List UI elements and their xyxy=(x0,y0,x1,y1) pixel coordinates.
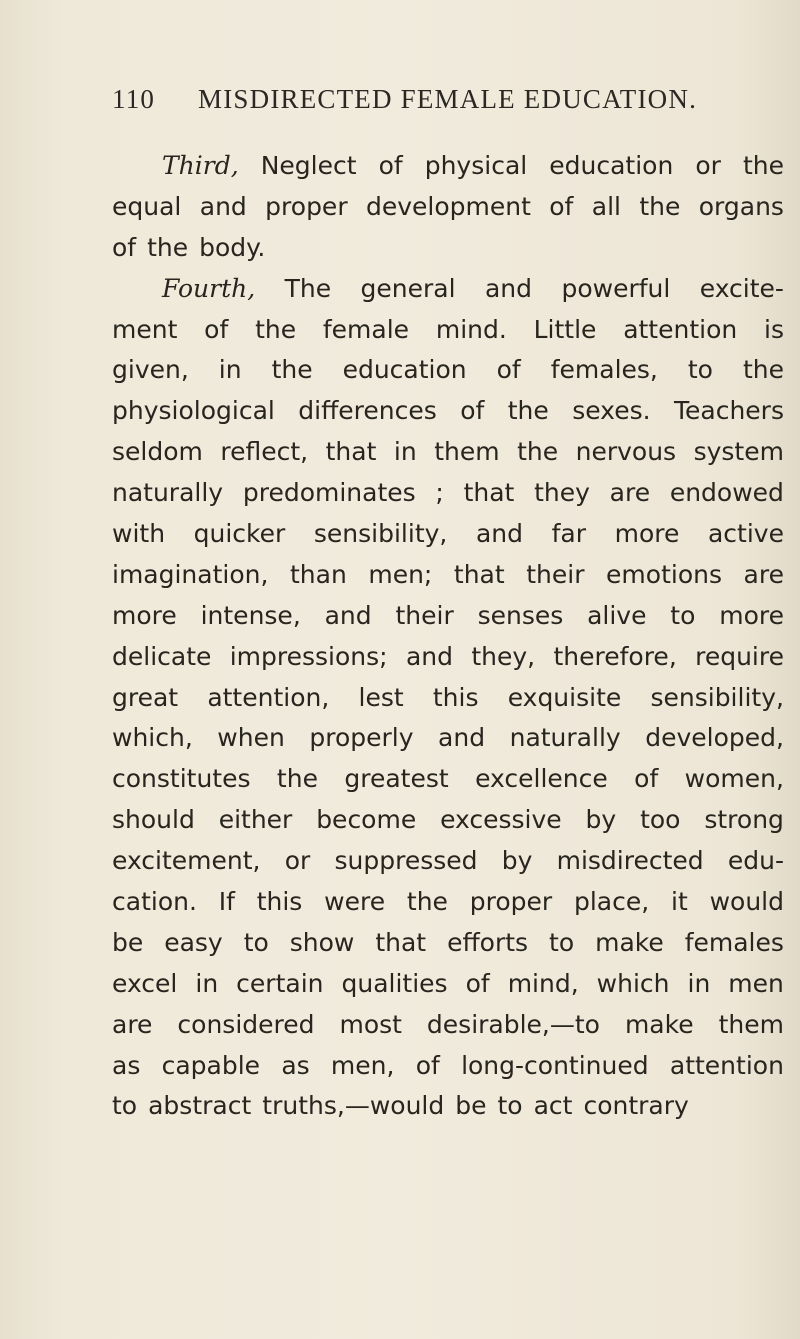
word: this xyxy=(256,887,303,917)
word: that xyxy=(463,478,515,508)
word: most xyxy=(339,1009,402,1039)
word: easy xyxy=(164,927,223,957)
word: and xyxy=(438,723,486,753)
word: require xyxy=(695,641,784,671)
word: of xyxy=(112,232,137,262)
word: or xyxy=(695,151,721,180)
word: the xyxy=(742,151,784,180)
word: naturally xyxy=(509,723,621,753)
word: developed, xyxy=(645,723,784,753)
word: of xyxy=(415,1050,440,1080)
word: which xyxy=(596,968,670,998)
word: the xyxy=(507,396,549,426)
word: senses xyxy=(477,600,564,630)
word: when xyxy=(217,723,285,753)
word: their xyxy=(526,559,585,589)
word: greatest xyxy=(344,764,449,794)
word: are xyxy=(112,1009,153,1039)
word: sensibility, xyxy=(650,682,784,712)
word: organs xyxy=(698,191,784,221)
text-line xyxy=(112,964,784,1005)
word: attention xyxy=(623,314,738,344)
word: If xyxy=(218,887,235,917)
word: quicker xyxy=(193,519,286,549)
word: exquisite xyxy=(507,682,622,712)
text-line xyxy=(112,146,784,187)
word: edu- xyxy=(727,846,784,876)
word: Teachers xyxy=(673,396,784,426)
word: females, xyxy=(550,355,658,385)
word: either xyxy=(218,805,293,835)
word: system xyxy=(693,437,784,467)
text-line xyxy=(112,269,784,310)
word: they xyxy=(534,478,590,508)
word: as xyxy=(112,1050,141,1080)
word: make xyxy=(624,1009,694,1039)
word: act xyxy=(533,1091,573,1121)
word: Neglect xyxy=(260,151,357,180)
word: misdirected xyxy=(556,846,704,876)
word: to xyxy=(670,600,696,630)
word: become xyxy=(316,805,417,835)
word: them xyxy=(434,437,500,467)
word: given, xyxy=(112,355,189,385)
word: powerful xyxy=(561,273,671,303)
word: the xyxy=(276,764,318,794)
paragraph-lead: Fourth, xyxy=(162,273,256,303)
word: to xyxy=(497,1091,523,1121)
word: men xyxy=(728,968,784,998)
word: naturally xyxy=(112,478,224,508)
text-line xyxy=(112,1086,784,1127)
text-line xyxy=(112,637,784,678)
word: proper xyxy=(265,191,348,221)
page-number: 110 xyxy=(112,84,156,114)
text-line xyxy=(112,718,784,759)
word: men; xyxy=(368,559,433,589)
paragraph-lead: Third, xyxy=(162,151,239,180)
word: great xyxy=(112,682,179,712)
word: emotions xyxy=(606,559,722,589)
word: by xyxy=(501,846,533,876)
text-line xyxy=(112,923,784,964)
word: of xyxy=(496,355,521,385)
word: long-continued xyxy=(461,1050,649,1080)
word: alive xyxy=(587,600,647,630)
text-line xyxy=(112,187,784,228)
word: lest xyxy=(358,682,404,712)
text-line xyxy=(112,432,784,473)
word: active xyxy=(707,519,784,549)
word: is xyxy=(764,314,784,344)
word: the xyxy=(742,355,784,385)
word: would xyxy=(709,887,784,917)
word: differences xyxy=(298,396,437,426)
word: nervous xyxy=(575,437,677,467)
word: impressions; xyxy=(229,641,388,671)
word: suppressed xyxy=(334,846,478,876)
word: or xyxy=(284,846,311,876)
text-line xyxy=(112,310,784,351)
word: their xyxy=(395,600,454,630)
word: more xyxy=(719,600,784,630)
word: men, xyxy=(330,1050,395,1080)
word: predominates xyxy=(242,478,416,508)
word: it xyxy=(671,887,688,917)
word: abstract xyxy=(148,1091,252,1121)
word: and xyxy=(199,191,247,221)
word: considered xyxy=(177,1009,315,1039)
word: to xyxy=(687,355,713,385)
word: female xyxy=(322,314,410,344)
word: proper xyxy=(469,887,553,917)
word: that xyxy=(375,927,427,957)
word: be xyxy=(112,927,144,957)
word: capable xyxy=(161,1050,261,1080)
word: sensibility, xyxy=(313,519,448,549)
word: constitutes xyxy=(112,764,251,794)
word: Little xyxy=(533,314,597,344)
word: the xyxy=(517,437,559,467)
word: the xyxy=(406,887,448,917)
word: of xyxy=(460,396,485,426)
word: of xyxy=(465,968,490,998)
word: make xyxy=(595,927,664,957)
word: in xyxy=(218,355,242,385)
word: development xyxy=(365,191,531,221)
word: be xyxy=(455,1091,487,1121)
word: in xyxy=(687,968,711,998)
word: education xyxy=(342,355,467,385)
word: this xyxy=(432,682,479,712)
word: in xyxy=(393,437,417,467)
word: mind. xyxy=(435,314,507,344)
word: seldom xyxy=(112,437,203,467)
word: excel xyxy=(112,968,178,998)
text-line xyxy=(112,228,784,269)
word: females xyxy=(684,927,784,957)
word: excessive xyxy=(440,805,562,835)
word: the xyxy=(271,355,313,385)
word: show xyxy=(289,927,355,957)
word: more xyxy=(614,519,680,549)
word: of xyxy=(378,151,403,180)
word: mind, xyxy=(507,968,579,998)
word: should xyxy=(112,805,195,835)
word: the xyxy=(639,191,681,221)
text-line xyxy=(112,678,784,719)
text-line xyxy=(112,596,784,637)
word: that xyxy=(325,437,377,467)
text-line xyxy=(112,800,784,841)
running-header xyxy=(112,84,732,115)
word: truths,—would xyxy=(262,1091,445,1121)
word: are xyxy=(743,559,784,589)
word: of xyxy=(549,191,574,221)
word: women, xyxy=(684,764,784,794)
word: equal xyxy=(112,191,182,221)
word: were xyxy=(324,887,386,917)
word: attention, xyxy=(207,682,330,712)
text-line xyxy=(112,350,784,391)
word: qualities xyxy=(341,968,448,998)
word: far xyxy=(551,519,587,549)
word: more xyxy=(112,600,177,630)
body-text xyxy=(112,146,784,1127)
word: and xyxy=(484,273,533,303)
word: in xyxy=(195,968,219,998)
word: and xyxy=(324,600,372,630)
word: of xyxy=(634,764,659,794)
text-line xyxy=(112,759,784,800)
text-line xyxy=(112,555,784,596)
word: cation. xyxy=(112,887,197,917)
word: all xyxy=(591,191,621,221)
word: that xyxy=(453,559,505,589)
text-line xyxy=(112,1046,784,1087)
word: the xyxy=(255,314,297,344)
word: sexes. xyxy=(572,396,651,426)
text-line xyxy=(112,473,784,514)
word: them xyxy=(718,1009,784,1039)
word: excitement, xyxy=(112,846,261,876)
word: delicate xyxy=(112,641,212,671)
word: too xyxy=(640,805,681,835)
word: with xyxy=(112,519,166,549)
word: than xyxy=(289,559,347,589)
word: strong xyxy=(704,805,784,835)
word: intense, xyxy=(200,600,301,630)
word: are xyxy=(609,478,651,508)
word: ment xyxy=(112,314,178,344)
text-line xyxy=(112,841,784,882)
word: reflect, xyxy=(220,437,309,467)
word: physical xyxy=(424,151,528,180)
word: efforts xyxy=(447,927,529,957)
word: imagination, xyxy=(112,559,269,589)
word: body. xyxy=(199,232,266,262)
word: physiological xyxy=(112,396,275,426)
word: to xyxy=(243,927,269,957)
word: place, xyxy=(573,887,650,917)
word: general xyxy=(360,273,456,303)
word: as xyxy=(281,1050,310,1080)
text-line xyxy=(112,1005,784,1046)
word: by xyxy=(585,805,617,835)
word: the xyxy=(147,232,189,262)
word: excite- xyxy=(699,273,784,303)
word: education xyxy=(549,151,674,180)
word: to xyxy=(549,927,575,957)
word: and xyxy=(475,519,524,549)
word: attention xyxy=(669,1050,784,1080)
text-line xyxy=(112,391,784,432)
word: excellence xyxy=(475,764,608,794)
word: contrary xyxy=(583,1091,689,1121)
word: which, xyxy=(112,723,193,753)
word: endowed xyxy=(669,478,784,508)
word: and xyxy=(405,641,453,671)
word: desirable,—to xyxy=(426,1009,600,1039)
word: The xyxy=(284,273,332,303)
text-line xyxy=(112,514,784,555)
word: properly xyxy=(309,723,414,753)
word: ; xyxy=(435,478,444,508)
running-title: MISDIRECTED FEMALE EDUCATION. xyxy=(198,84,698,114)
word: they, xyxy=(471,641,536,671)
word: of xyxy=(204,314,229,344)
word: therefore, xyxy=(553,641,677,671)
text-line xyxy=(112,882,784,923)
word: to xyxy=(112,1091,138,1121)
word: certain xyxy=(236,968,324,998)
